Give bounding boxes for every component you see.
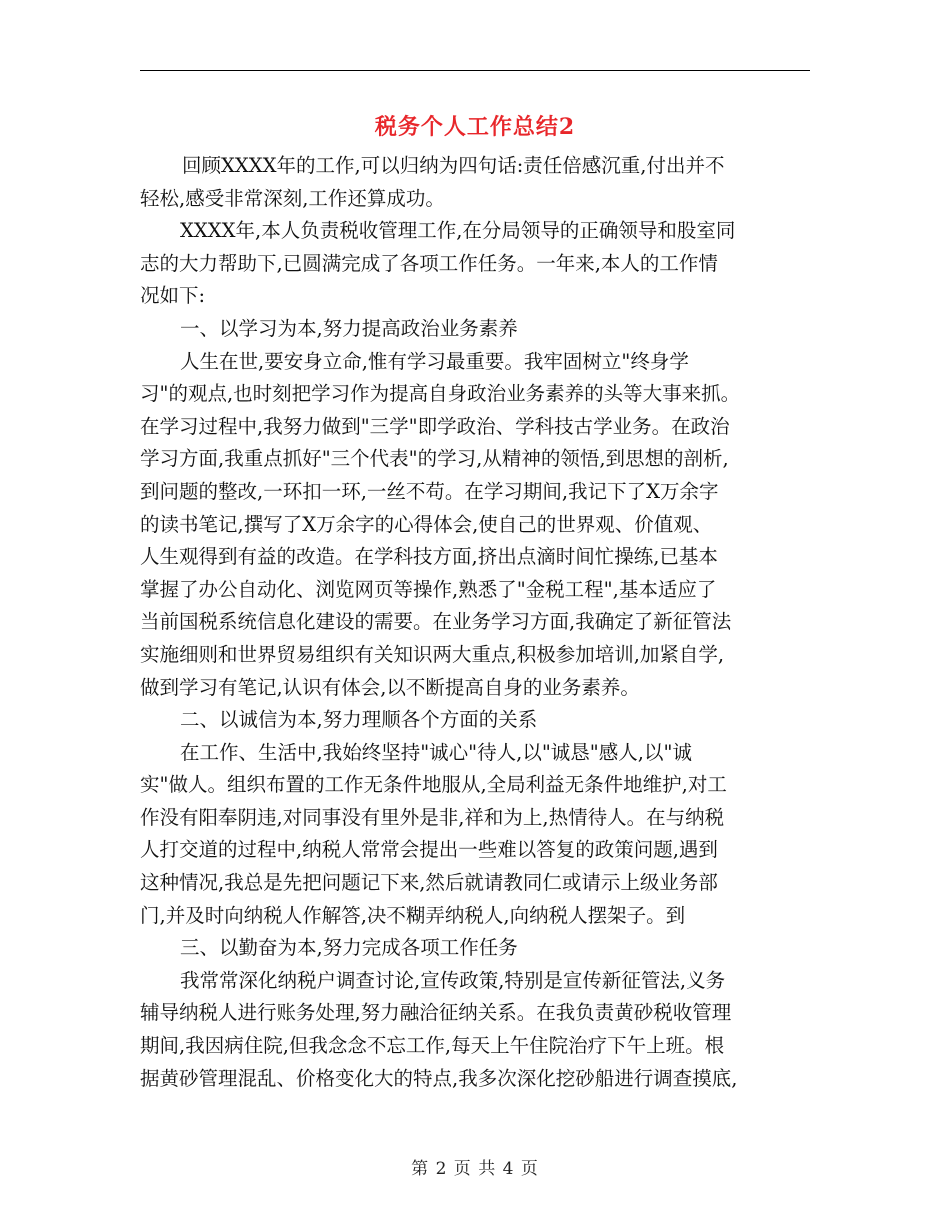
text-line: 掌握了办公自动化、浏览网页等操作,熟悉了"金税工程",基本适应了 <box>140 577 717 601</box>
text-line: 门,并及时向纳税人作解答,决不糊弄纳税人,向纳税人摆架子。到 <box>140 903 686 927</box>
text-line: 志的大力帮助下,已圆满完成了各项工作任务。一年来,本人的工作情 <box>140 251 718 275</box>
text-line: 当前国税系统信息化建设的需要。在业务学习方面,我确定了新征管法 <box>140 610 732 634</box>
text-line: 习"的观点,也时刻把学习作为提高自身政治业务素养的头等大事来抓。 <box>140 382 741 406</box>
text-line: 到问题的整改,一环扣一环,一丝不苟。在学习期间,我记下了X万余字 <box>140 479 719 503</box>
text-line: 人生观得到有益的改造。在学科技方面,挤出点滴时间忙操练,已基本 <box>140 545 718 569</box>
text-line: 人打交道的过程中,纳税人常常会提出一些难以答复的政策问题,遇到 <box>140 838 718 862</box>
text-line: 学习方面,我重点抓好"三个代表"的学习,从精神的领悟,到思想的剖析, <box>140 447 729 471</box>
text-line: 人生在世,要安身立命,惟有学习最重要。我牢固树立"终身学 <box>180 349 689 373</box>
section-heading: 一、以学习为本,努力提高政治业务素养 <box>180 316 518 340</box>
text-line: 辅导纳税人进行账务处理,努力融洽征纳关系。在我负责黄砂税收管理 <box>140 1001 732 1025</box>
text-line: 实"做人。组织布置的工作无条件地服从,全局利益无条件地维护,对工 <box>140 773 727 797</box>
text-line: 轻松,感受非常深刻,工作还算成功。 <box>140 186 445 210</box>
text-line: 回顾XXXX年的工作,可以归纳为四句话:责任倍感沉重,付出并不 <box>182 154 725 177</box>
text-line: 我常常深化纳税户调查讨论,宣传政策,特别是宣传新征管法,义务 <box>180 968 726 992</box>
text-line: 这种情况,我总是先把问题记下来,然后就请教同仁或请示上级业务部 <box>140 871 718 895</box>
section-heading: 三、以勤奋为本,努力完成各项工作任务 <box>180 936 518 960</box>
page-number: 第 2 页 共 4 页 <box>411 1159 539 1179</box>
header-rule <box>140 70 810 71</box>
text-line: 况如下: <box>140 284 206 308</box>
text-line: 在工作、生活中,我始终坚持"诚心"待人,以"诚恳"感人,以"诚 <box>180 740 692 764</box>
text-line: XXXX年,本人负责税收管理工作,在分局领导的正确领导和股室同 <box>180 219 736 243</box>
text-line: 期间,我因病住院,但我念念不忘工作,每天上午住院治疗下午上班。根 <box>140 1034 725 1058</box>
text-line: 实施细则和世界贸易组织有关知识两大重点,积极参加培训,加紧自学, <box>140 642 725 666</box>
text-line: 作没有阳奉阴违,对同事没有里外是非,祥和为上,热情待人。在与纳税 <box>140 805 725 829</box>
section-heading: 二、以诚信为本,努力理顺各个方面的关系 <box>180 708 538 732</box>
text-line: 做到学习有笔记,认识有体会,以不断提高自身的业务素养。 <box>140 675 640 699</box>
text-line: 的读书笔记,撰写了X万余字的心得体会,使自己的世界观、价值观、 <box>140 512 713 536</box>
text-line: 在学习过程中,我努力做到"三学"即学政治、学科技古学业务。在政治 <box>140 414 730 438</box>
document-title: 税务个人工作总结2 <box>374 114 576 140</box>
document-body <box>140 150 810 1095</box>
text-line: 据黄砂管理混乱、价格变化大的特点,我多次深化挖砂船进行调查摸底, <box>140 1066 738 1090</box>
